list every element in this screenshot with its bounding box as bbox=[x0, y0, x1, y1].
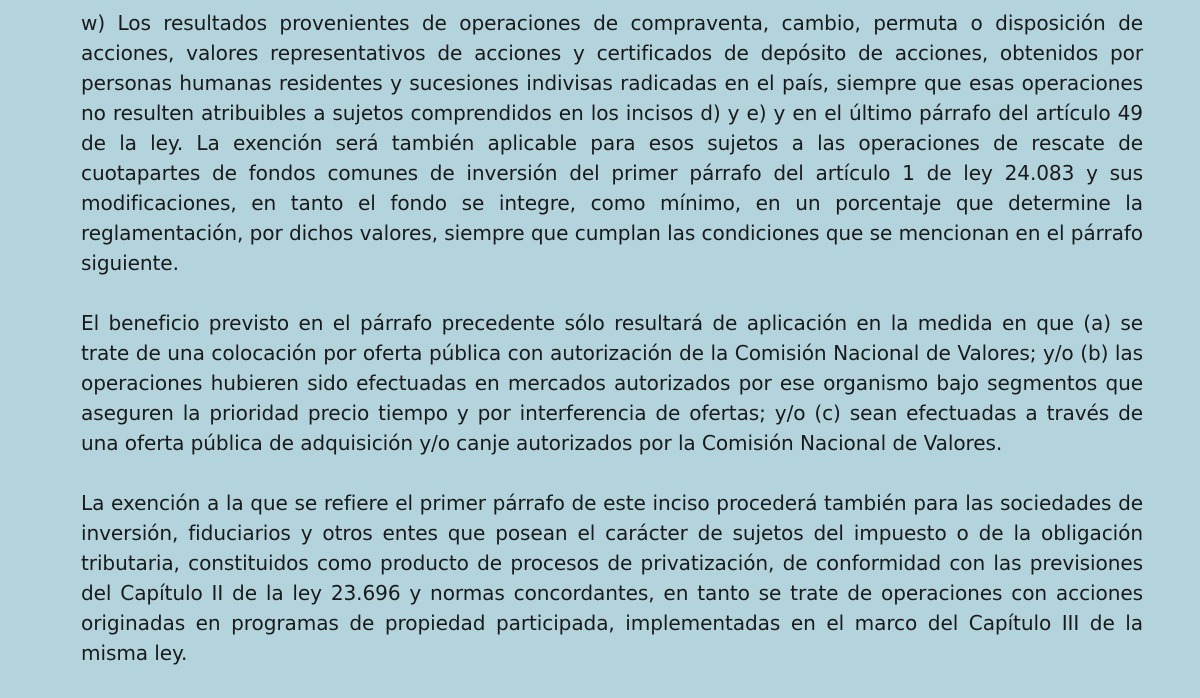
paragraph-inciso-w: w) Los resultados provenientes de operaciones de compraventa, cambio, permuta o disposición de acciones, valores representativos de acciones y certificados de depósito de acciones, obtenidos por personas humanas residentes y sucesiones indivisas radicadas en el país, siempre que esas operaciones no resulten atribuibles a sujetos comprendidos en los incisos d) y e) y en el último párrafo del artículo 49 de la ley. La exención será también aplicable para esos sujetos a las operaciones de rescate de cuotapartes de fondos comunes de inversión del primer párrafo del artículo 1 de ley 24.083 y sus modificaciones, en tanto el fondo se integre, como mínimo, en un porcentaje que determine la reglamentación, por dichos valores, siempre que cumplan las condiciones que se mencionan en el párrafo siguiente. bbox=[81, 11, 1143, 275]
paragraph-beneficio: El beneficio previsto en el párrafo precedente sólo resultará de aplicación en la medida en que (a) se trate de una colocación por oferta pública con autorización de la Comisión Nacional de Valores; y/o (b) las operaciones hubieren sido efectuadas en mercados autorizados por ese organismo bajo segmentos que aseguren la prioridad precio tiempo y por interferencia de ofertas; y/o (c) sean efectuadas a través de una oferta pública de adquisición y/o canje autorizados por la Comisión Nacional de Valores. bbox=[81, 311, 1143, 455]
paragraph-exencion-privatizacion: La exención a la que se refiere el primer párrafo de este inciso procederá también para las sociedades de inversión, fiduciarios y otros entes que posean el carácter de sujetos del impuesto o de la obligación tributaria, constituidos como producto de procesos de privatización, de conformidad con las previsiones del Capítulo II de la ley 23.696 y normas concordantes, en tanto se trate de operaciones con acciones originadas en programas de propiedad participada, implementadas en el marco del Capítulo III de la misma ley. bbox=[81, 491, 1143, 665]
document-body bbox=[81, 8, 1143, 668]
